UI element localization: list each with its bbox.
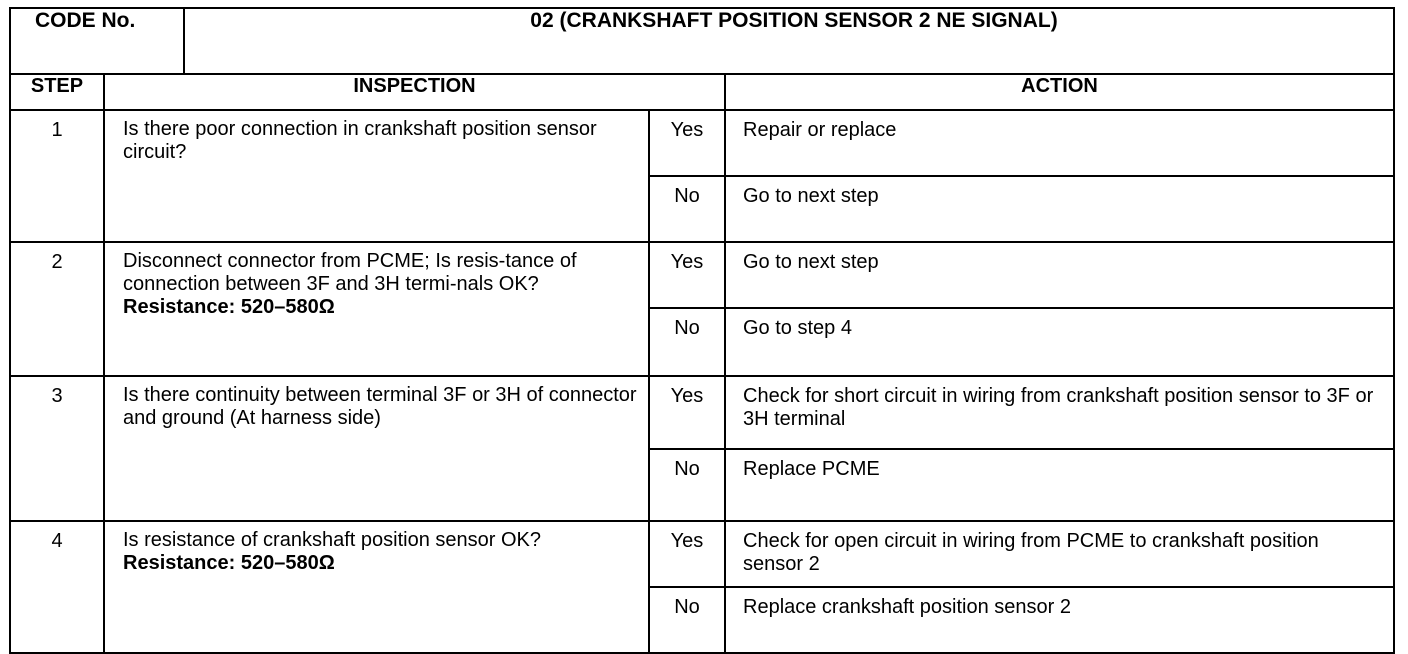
table-row <box>10 242 1394 308</box>
no-label: No <box>649 587 725 653</box>
yes-action: Check for open circuit in wiring from PCME to crankshaft position sensor 2 <box>725 521 1394 587</box>
yes-label: Yes <box>649 242 725 308</box>
no-action: Replace crankshaft position sensor 2 <box>725 587 1394 653</box>
column-header-row <box>10 74 1394 110</box>
no-label: No <box>649 176 725 242</box>
step-number: 2 <box>10 242 104 376</box>
yes-action: Check for short circuit in wiring from crankshaft position sensor to 3F or 3H terminal <box>725 376 1394 449</box>
yes-action: Go to next step <box>725 242 1394 308</box>
step-number: 1 <box>10 110 104 242</box>
code-header-row <box>10 8 1394 74</box>
inspection-text: Disconnect connector from PCME; Is resis-tance of connection between 3F and 3H termi-nals OK? <box>123 250 577 295</box>
yes-label: Yes <box>649 110 725 176</box>
resistance-spec: Resistance: 520–580Ω <box>123 552 335 574</box>
step-number: 4 <box>10 521 104 653</box>
inspection-cell <box>104 242 649 376</box>
column-header-action: ACTION <box>725 74 1394 110</box>
inspection-cell <box>104 110 649 242</box>
diagnostic-table <box>9 7 1395 654</box>
column-header-inspection: INSPECTION <box>104 74 725 110</box>
yes-label: Yes <box>649 521 725 587</box>
no-label: No <box>649 449 725 521</box>
code-title: 02 (CRANKSHAFT POSITION SENSOR 2 NE SIGNAL) <box>184 8 1394 74</box>
inspection-text: Is there continuity between terminal 3F or 3H of connector and ground (At harness side) <box>123 384 637 429</box>
inspection-cell <box>104 521 649 653</box>
table-row <box>10 376 1394 449</box>
inspection-text: Is resistance of crankshaft position sensor OK? <box>123 529 541 551</box>
inspection-cell <box>104 376 649 521</box>
table-row <box>10 110 1394 176</box>
column-header-step: STEP <box>10 74 104 110</box>
code-label: CODE No. <box>10 8 184 74</box>
no-action: Go to next step <box>725 176 1394 242</box>
no-action: Go to step 4 <box>725 308 1394 376</box>
no-action: Replace PCME <box>725 449 1394 521</box>
step-number: 3 <box>10 376 104 521</box>
resistance-spec: Resistance: 520–580Ω <box>123 296 335 318</box>
yes-action: Repair or replace <box>725 110 1394 176</box>
inspection-text: Is there poor connection in crankshaft position sensor circuit? <box>123 118 597 163</box>
no-label: No <box>649 308 725 376</box>
table-row <box>10 521 1394 587</box>
yes-label: Yes <box>649 376 725 449</box>
